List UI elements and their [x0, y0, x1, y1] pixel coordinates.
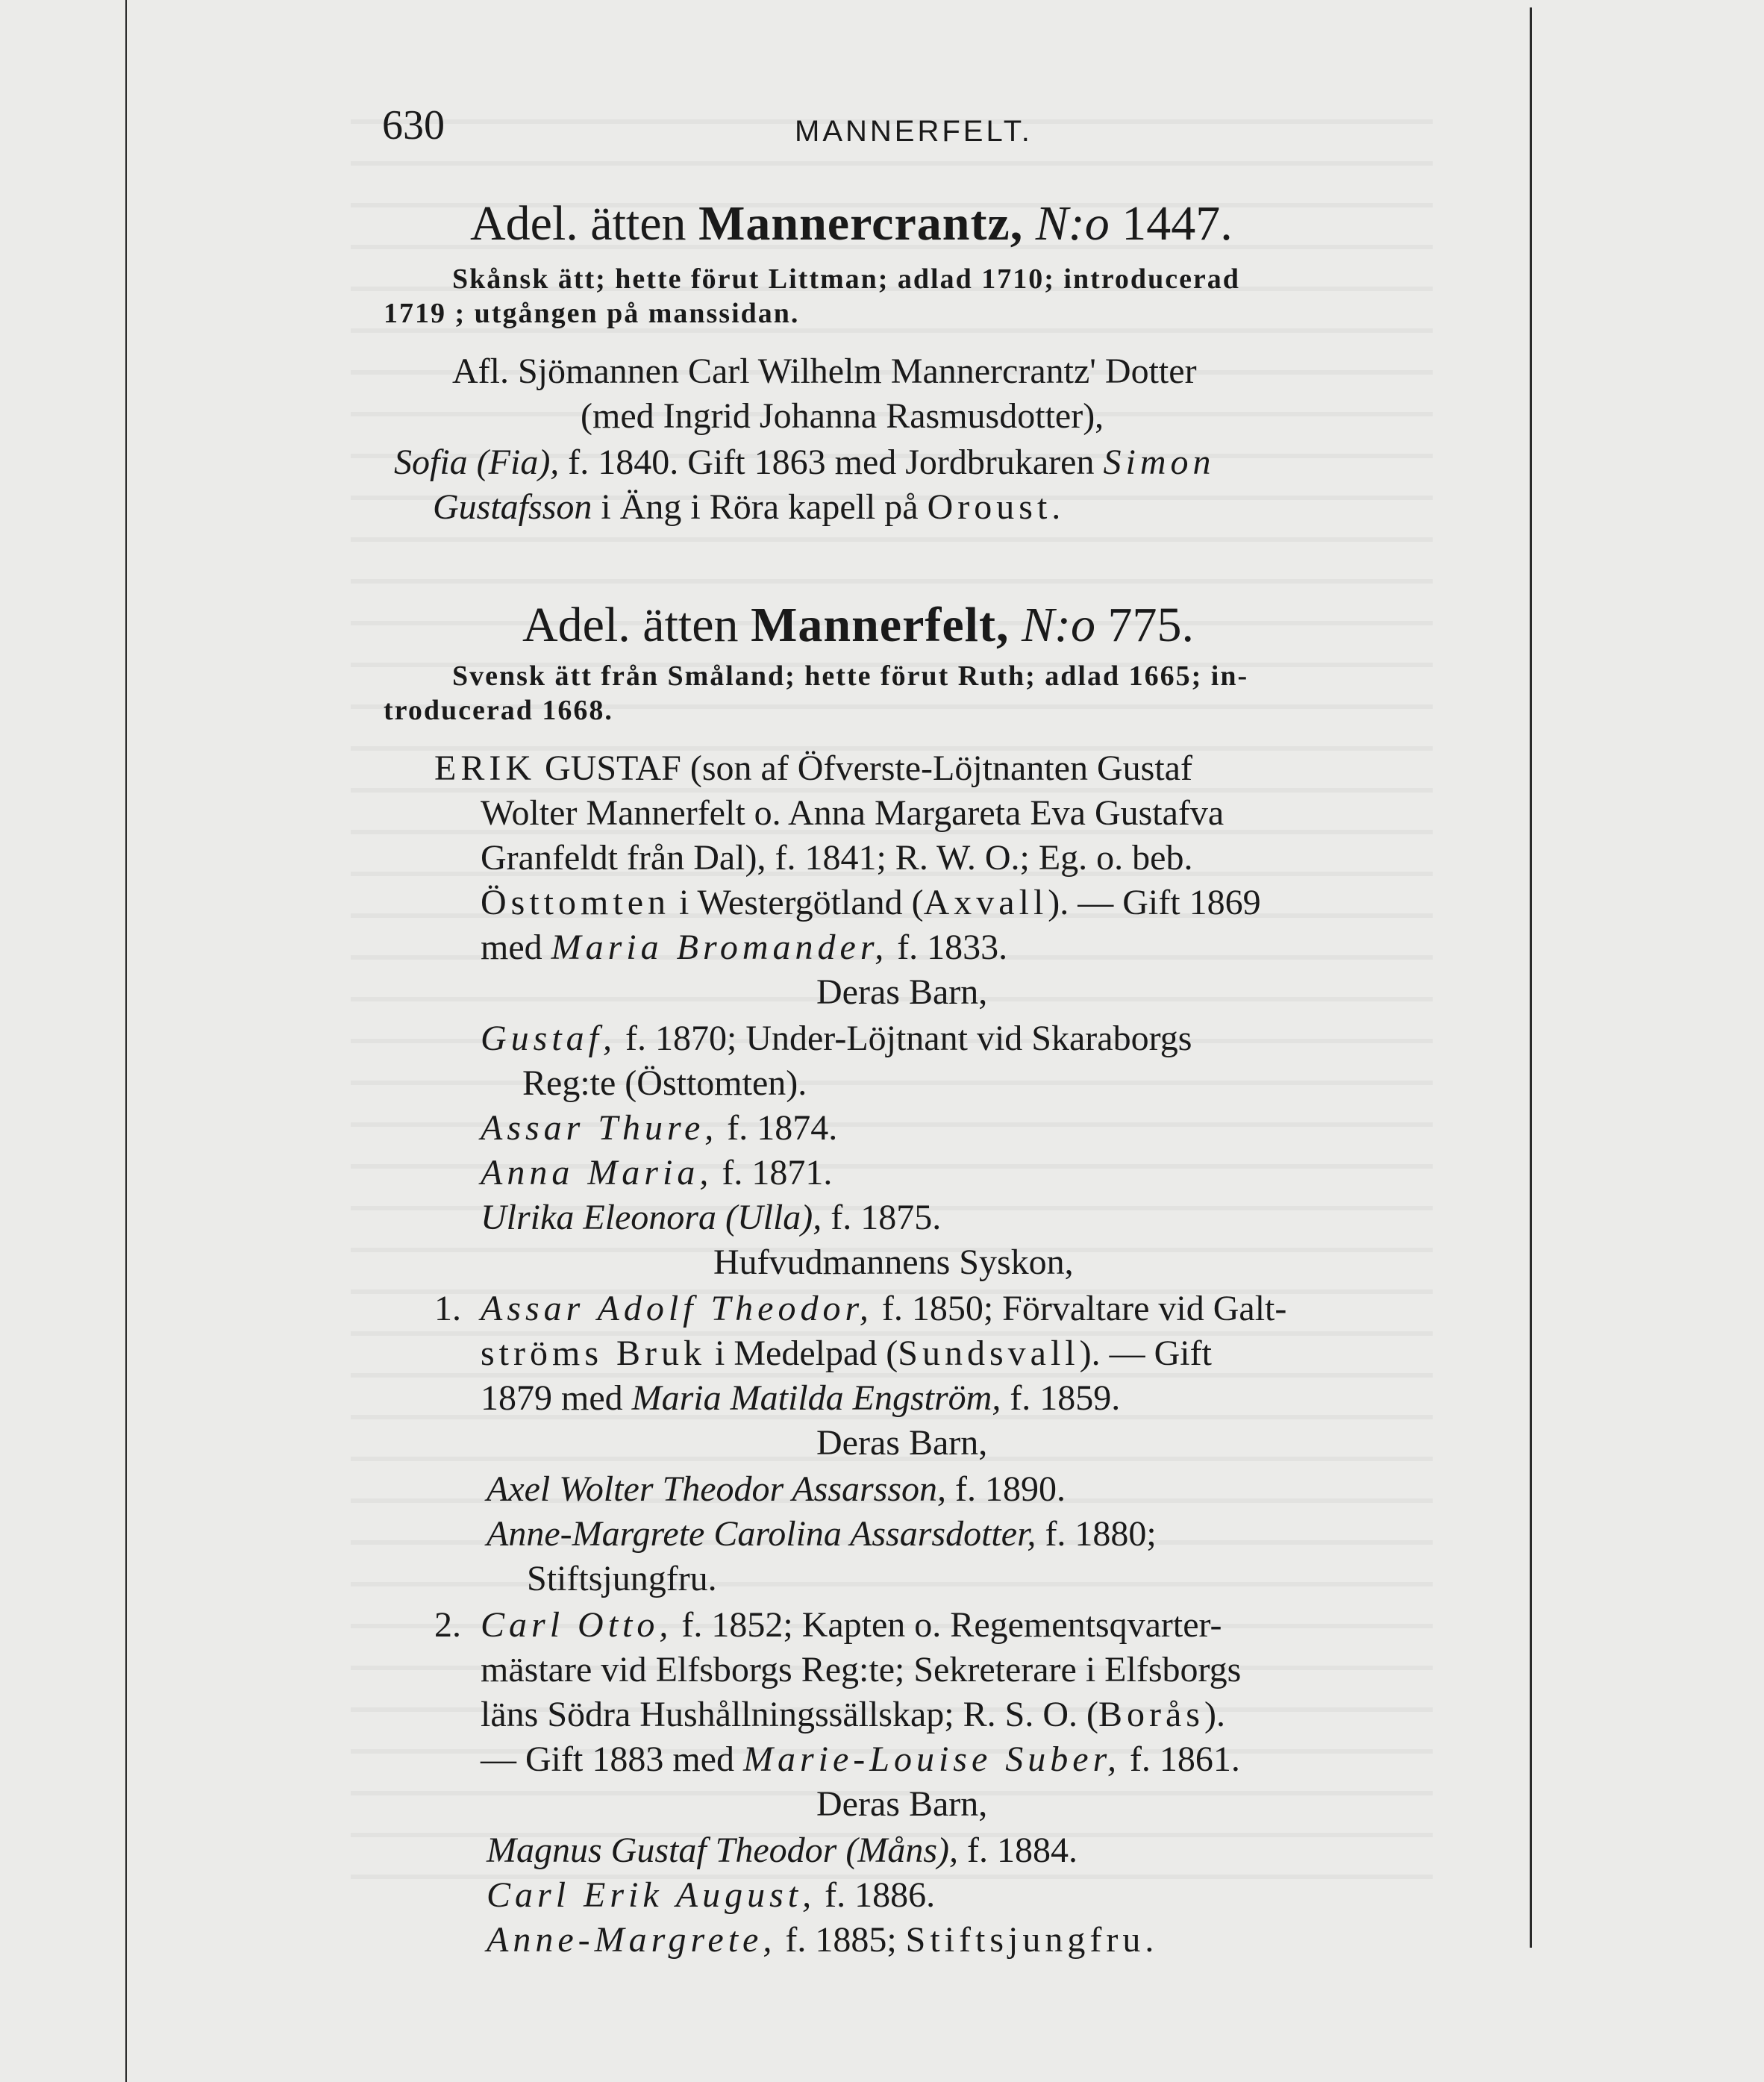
section-title-mannerfelt	[522, 597, 1194, 654]
children-heading: Deras Barn,	[816, 1423, 988, 1463]
text-line	[481, 881, 1261, 925]
text-line	[487, 1918, 1158, 1963]
place-name: Östtomten	[481, 883, 670, 922]
text-span: läns Södra Hushållningssällskap; R. S. O. (	[481, 1695, 1098, 1734]
place-name: Oroust.	[927, 487, 1066, 527]
person-name: ERIK	[434, 748, 536, 788]
text-span: f. 1861.	[1120, 1739, 1240, 1779]
person-name: Maria Bromander,	[551, 928, 889, 967]
text-span: f. 1886.	[816, 1875, 936, 1915]
text-line	[481, 1376, 1120, 1421]
text-span: f. 1884.	[958, 1831, 1078, 1870]
text-line: Reg:te (Östtomten).	[522, 1063, 807, 1103]
text-span: f. 1885;	[776, 1920, 906, 1960]
running-title: MANNERFELT.	[795, 115, 1033, 148]
title-number: 775.	[1095, 598, 1194, 652]
intro-line: Svensk ätt från Småland; hette förut Ruth; adlad 1665; in-	[452, 660, 1249, 692]
place-name: Axvall	[923, 883, 1048, 922]
left-margin-line	[125, 0, 127, 2082]
text-line	[481, 1603, 1222, 1648]
text-span: f. 1870; Under-Löjtnant vid Skaraborgs	[616, 1019, 1192, 1058]
text-line	[481, 1287, 1286, 1331]
person-name: Gustaf,	[481, 1019, 617, 1058]
text-span: GUSTAF (son af Öfverste-Löjtnanten Gustaf	[535, 748, 1192, 788]
text-span: 1879 med	[481, 1378, 632, 1418]
text-line	[394, 440, 1215, 485]
text-line	[433, 485, 1065, 530]
siblings-heading: Hufvudmannens Syskon,	[713, 1242, 1074, 1282]
place-name: Sundsvall	[898, 1334, 1080, 1373]
intro-line: troducerad 1668.	[384, 695, 613, 726]
text-span: f. 1850; Förvaltare vid Galt-	[872, 1289, 1287, 1328]
text-line: Wolter Mannerfelt o. Anna Margareta Eva Gustafva	[481, 793, 1225, 833]
place-name: ströms Bruk	[481, 1334, 707, 1373]
text-line	[487, 1512, 1157, 1557]
text-line	[487, 1467, 1066, 1512]
text-line	[481, 1016, 1192, 1061]
text-line: Stiftsjungfru.	[527, 1559, 717, 1598]
intro-line: 1719 ; utgången på manssidan.	[384, 298, 800, 329]
text-line	[481, 1106, 837, 1151]
title-prefix: Adel. ätten	[522, 598, 751, 652]
person-name: Marie-Louise Suber,	[742, 1739, 1121, 1779]
title-no: N:o	[1021, 598, 1095, 652]
person-name: Axel Wolter Theodor Assarsson,	[487, 1469, 947, 1509]
text-span: ). — Gift	[1079, 1334, 1212, 1373]
person-name: Maria Matilda Engström,	[631, 1378, 1001, 1418]
person-name: Anna Maria,	[481, 1153, 713, 1192]
person-name: Simon	[1103, 443, 1216, 482]
text-span: ).	[1204, 1695, 1225, 1734]
page-number: 630	[382, 102, 445, 149]
text-span: f. 1880;	[1036, 1514, 1157, 1554]
text-span: f. 1852; Kapten o. Regementsqvarter-	[672, 1605, 1222, 1645]
text-span: ). — Gift 1869	[1048, 883, 1261, 922]
text-span: f. 1875.	[822, 1198, 942, 1237]
intro-line: Skånsk ätt; hette förut Littman; adlad 1710; introducerad	[452, 263, 1240, 295]
person-name: Assar Thure,	[481, 1108, 719, 1148]
title-family-name: Mannerfelt,	[751, 598, 1010, 652]
title-family-name: Mannercrantz,	[698, 196, 1024, 251]
person-name: Gustafsson	[433, 487, 592, 527]
person-name: Anne-Margrete Carolina Assarsdotter,	[487, 1514, 1036, 1554]
text-span: f. 1871.	[713, 1153, 833, 1192]
title-prefix: Adel. ätten	[470, 196, 699, 251]
text-span: i Äng i Röra kapell på	[592, 487, 928, 527]
title-no: N:o	[1035, 196, 1110, 251]
place-name: Borås	[1098, 1695, 1204, 1734]
text-span: f. 1833.	[888, 928, 1008, 967]
text-span: f. 1874.	[718, 1108, 838, 1148]
text-line	[481, 1151, 832, 1195]
person-name: Assar Adolf Theodor,	[481, 1289, 873, 1328]
person-name: Anne-Margrete,	[487, 1920, 777, 1960]
person-name: Ulrika Eleonora (Ulla),	[481, 1198, 822, 1237]
text-span: i Medelpad (	[706, 1334, 898, 1373]
text-span: f. 1890.	[946, 1469, 1066, 1509]
text-line	[481, 1692, 1225, 1737]
text-span: i Westergötland (	[670, 883, 924, 922]
person-name: Carl Otto,	[481, 1605, 673, 1645]
person-name: Sofia (Fia),	[394, 443, 560, 482]
text-line: (med Ingrid Johanna Rasmusdotter),	[581, 396, 1104, 436]
person-name: Magnus Gustaf Theodor (Måns),	[487, 1831, 958, 1870]
text-line: Granfeldt från Dal), f. 1841; R. W. O.; Eg. o. beb.	[481, 838, 1193, 878]
title-number: 1447.	[1109, 196, 1233, 251]
person-name: Carl Erik August,	[487, 1875, 816, 1915]
right-margin-line	[1530, 7, 1532, 1948]
text-span: med	[481, 928, 551, 967]
children-heading: Deras Barn,	[816, 1784, 988, 1824]
text-line	[487, 1873, 935, 1918]
text-span: Stiftsjungfru.	[905, 1920, 1159, 1960]
text-line	[487, 1828, 1078, 1873]
text-line	[434, 746, 1192, 791]
text-line: mästare vid Elfsborgs Reg:te; Sekreterare i Elfsborgs	[481, 1650, 1242, 1689]
text-line	[481, 1331, 1212, 1376]
list-number: 1.	[434, 1289, 461, 1328]
text-line	[481, 1737, 1240, 1782]
text-line	[481, 925, 1007, 970]
children-heading: Deras Barn,	[816, 972, 988, 1012]
text-line: Afl. Sjömannen Carl Wilhelm Mannercrantz' Dotter	[452, 351, 1197, 391]
list-number: 2.	[434, 1605, 461, 1645]
section-title-mannercrantz	[470, 196, 1233, 252]
text-line	[481, 1195, 941, 1240]
text-span: f. 1859.	[1001, 1378, 1121, 1418]
text-span: f. 1840. Gift 1863 med Jordbrukaren	[559, 443, 1104, 482]
text-span: — Gift 1883 med	[481, 1739, 743, 1779]
